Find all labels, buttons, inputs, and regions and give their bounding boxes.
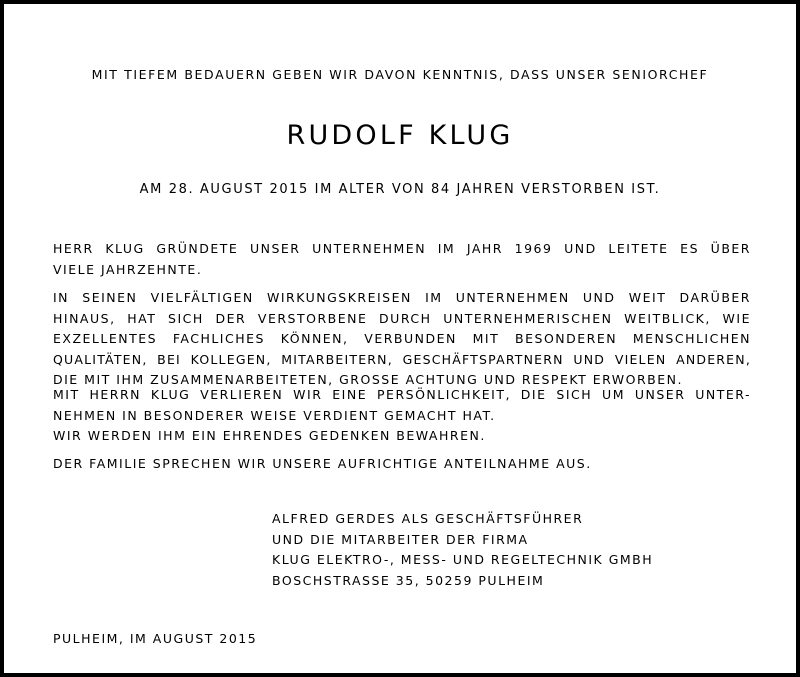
paragraph-remembrance — [53, 385, 751, 447]
paragraph-line: EXZELLENTES FACHLICHES KÖNNEN, VERBUNDEN MIT BESONDEREN MENSCHLICHEN — [53, 331, 751, 346]
deceased-name: RUDOLF KLUG — [286, 120, 514, 151]
paragraph-line: DIE MIT IHM ZUSAMMENARBEITETEN, GROSSE ACHTUNG UND RESPEKT ERWORBEN. — [53, 372, 683, 387]
paragraph-condolence — [53, 454, 751, 475]
signature-line: KLUG ELEKTRO-, MESS- UND REGELTECHNIK GMBH — [272, 552, 654, 567]
signature-line: UND DIE MITARBEITER DER FIRMA — [272, 531, 529, 547]
paragraph-founding — [53, 239, 751, 280]
signature-line: ALFRED GERDES ALS GESCHÄFTSFÜHRER — [272, 511, 584, 526]
death-date-line: AM 28. AUGUST 2015 IM ALTER VON 84 JAHREN VERSTORBEN IST. — [139, 182, 661, 197]
paragraph-line: QUALITÄTEN, BEI KOLLEGEN, MITARBEITERN, GESCHÄFTSPARTNERN UND VIELEN ANDEREN, — [53, 351, 751, 367]
signature-line: BOSCHSTRASSE 35, 50259 PULHEIM — [272, 572, 545, 588]
paragraph-achievements — [53, 288, 751, 391]
paragraph-line: VIELE JAHRZEHNTE. — [53, 261, 203, 277]
signature-block — [272, 509, 653, 591]
paragraph-line: MIT HERRN KLUG VERLIEREN WIR EINE PERSÖNLICHKEIT, DIE SICH UM UNSER UNTER- — [53, 387, 751, 402]
paragraph-line: NEHMEN IN BESONDERER WEISE VERDIENT GEMACHT HAT. — [53, 407, 496, 423]
paragraph-line: IN SEINEN VIELFÄLTIGEN WIRKUNGSKREISEN IM UNTERNEHMEN UND WEIT DARÜBER — [53, 290, 751, 305]
paragraph-line: HERR KLUG GRÜNDETE UNSER UNTERNEHMEN IM JAHR 1969 UND LEITETE ES ÜBER — [53, 241, 751, 256]
intro-line: MIT TIEFEM BEDAUERN GEBEN WIR DAVON KENNTNIS, DASS UNSER SENIORCHEF — [91, 67, 709, 82]
paragraph-line: HINAUS, HAT SICH DER VERSTORBENE DURCH UNTERNEHMERISCHEN WEITBLICK, WIE — [53, 310, 751, 326]
paragraph-line: DER FAMILIE SPRECHEN WIR UNSERE AUFRICHTIGE ANTEILNAHME AUS. — [53, 456, 592, 471]
place-date: PULHEIM, IM AUGUST 2015 — [53, 631, 258, 646]
paragraph-line: WIR WERDEN IHM EIN EHRENDES GEDENKEN BEWAHREN. — [53, 428, 486, 443]
